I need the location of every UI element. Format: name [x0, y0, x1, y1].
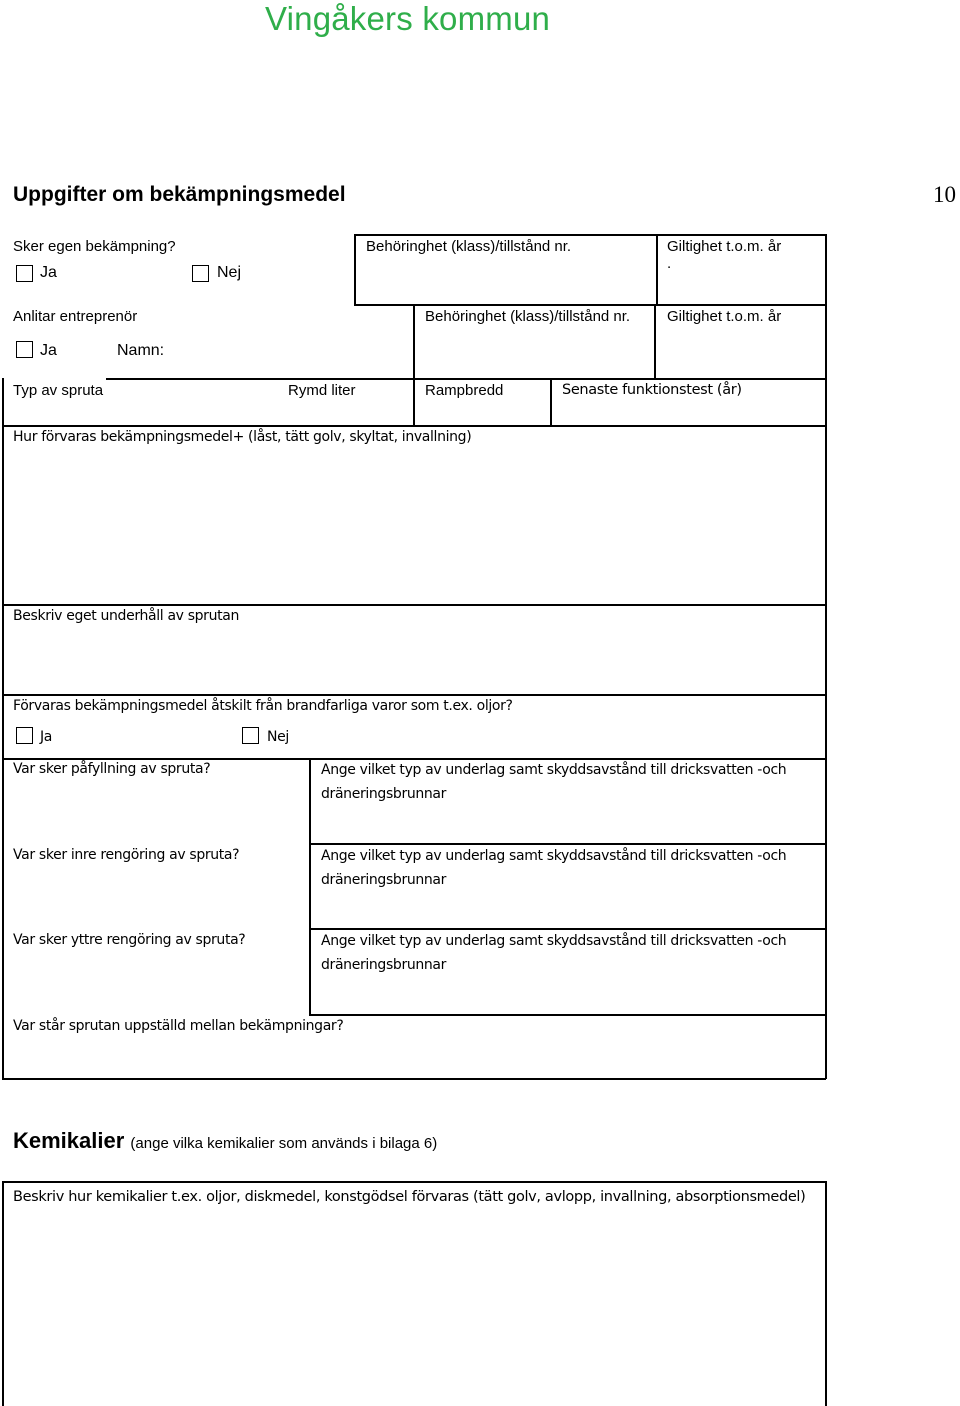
section-title-pesticides: Uppgifter om bekämpningsmedel [13, 183, 346, 206]
separate-storage-ja-label: Ja [40, 729, 53, 745]
maintenance-label: Beskriv eget underhåll av sprutan [13, 608, 240, 624]
sprayer-test-label: Senaste funktionstest (år) [562, 382, 742, 398]
filling-hint: Ange vilket typ av underlag samt skyddsavstånd till dricksvatten -och dräneringsbrunnar [321, 762, 787, 802]
own-control-ja-checkbox[interactable] [16, 265, 33, 282]
sprayer-type-label: Typ av spruta [13, 382, 104, 399]
storage-label: Hur förvaras bekämpningsmedel+ (låst, tätt golv, skyltat, invallning) [13, 429, 472, 445]
own-control-nej-label: Nej [217, 264, 242, 281]
separate-storage-nej-label: Nej [267, 729, 289, 745]
municipality-logo-text: Vingåkers kommun [265, 0, 551, 37]
sprayer-width-label: Rampbredd [425, 382, 504, 399]
parking-label: Var står sprutan uppställd mellan bekämpningar? [13, 1018, 344, 1034]
outer-cleaning-hint: Ange vilket typ av underlag samt skyddsavstånd till dricksvatten -och dräneringsbrunnar [321, 933, 787, 973]
own-control-valid-label: Giltighet t.o.m. år [667, 238, 782, 255]
outer-cleaning-question: Var sker yttre rengöring av spruta? [13, 932, 246, 948]
own-control-question: Sker egen bekämpning? [13, 238, 176, 255]
inner-cleaning-hint: Ange vilket typ av underlag samt skyddsavstånd till dricksvatten -och dräneringsbrunnar [321, 848, 787, 888]
section-title-chemicals [13, 1128, 437, 1154]
own-control-permit-label: Behöringhet (klass)/tillstånd nr. [366, 238, 572, 255]
contractor-ja-checkbox[interactable] [16, 341, 33, 358]
chemicals-subtitle: (ange vilka kemikalier som används i bilaga 6) [130, 1135, 438, 1152]
own-control-nej-checkbox[interactable] [192, 265, 209, 282]
chemicals-title: Kemikalier [13, 1128, 125, 1153]
sprayer-volume-label: Rymd liter [288, 382, 356, 399]
contractor-name-label: Namn: [117, 342, 165, 359]
separate-storage-nej-checkbox[interactable] [242, 727, 259, 744]
own-control-ja-label: Ja [40, 264, 57, 281]
inner-cleaning-question: Var sker inre rengöring av spruta? [13, 847, 240, 863]
contractor-permit-label: Behöringhet (klass)/tillstånd nr. [425, 308, 631, 325]
contractor-ja-label: Ja [40, 342, 57, 359]
contractor-label: Anlitar entreprenör [13, 308, 138, 325]
chemicals-describe-label: Beskriv hur kemikalier t.ex. oljor, diskmedel, konstgödsel förvaras (tätt golv, avlopp, invallning, absorptionsmedel) [13, 1189, 806, 1205]
own-control-valid-dot: . [667, 255, 672, 272]
separate-storage-question: Förvaras bekämpningsmedel åtskilt från brandfarliga varor som t.ex. oljor? [13, 698, 513, 714]
separate-storage-ja-checkbox[interactable] [16, 727, 33, 744]
contractor-valid-label: Giltighet t.o.m. år [667, 308, 782, 325]
filling-question: Var sker påfyllning av spruta? [13, 761, 211, 777]
page-number: 10 [933, 182, 956, 207]
